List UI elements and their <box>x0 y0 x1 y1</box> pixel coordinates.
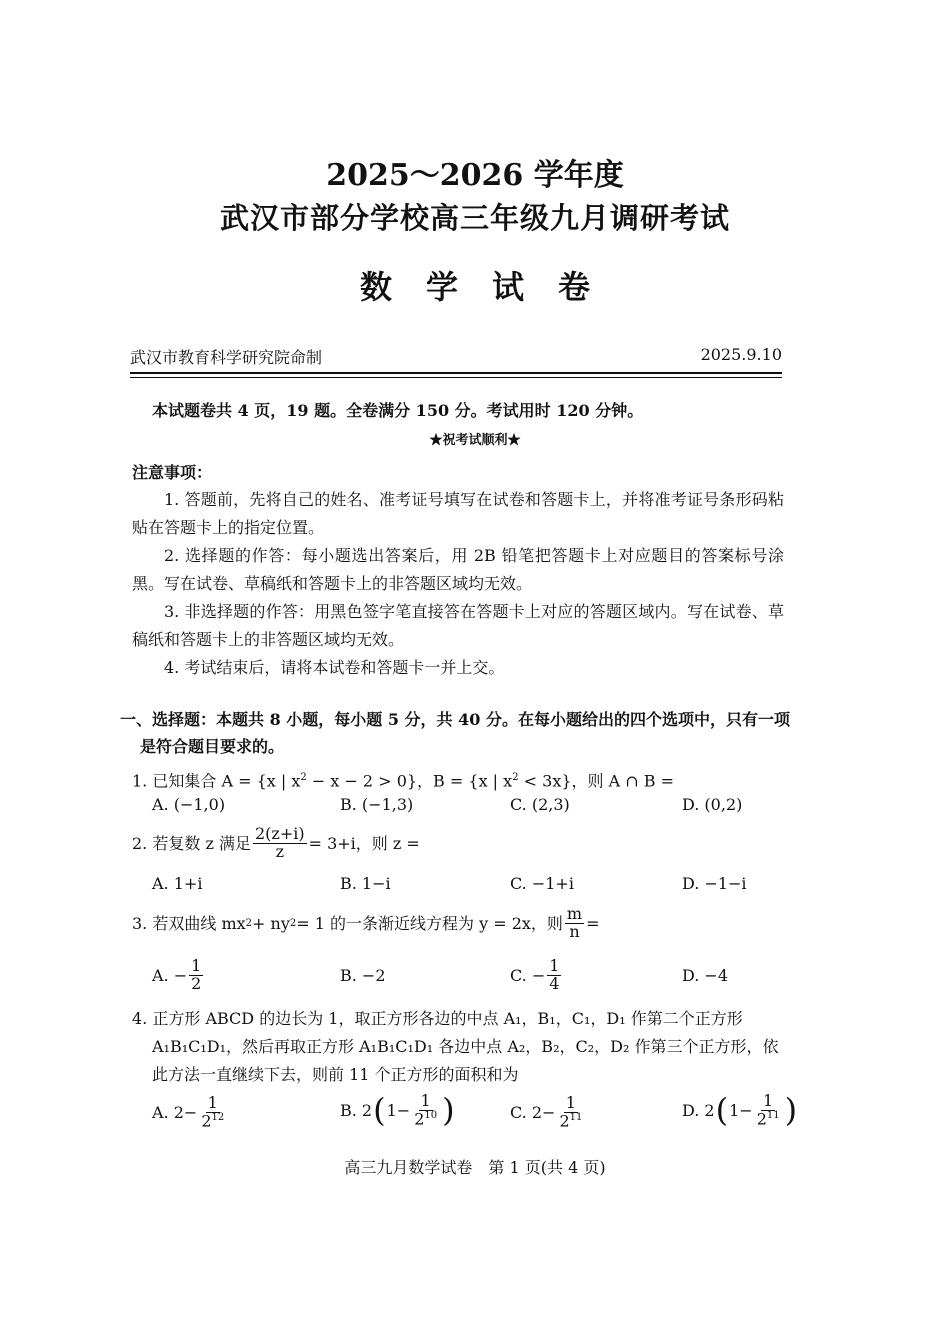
option-a[interactable]: A. 1+i <box>152 874 203 893</box>
exam-year: 2025～2026 学年度 <box>326 158 624 193</box>
option-d[interactable]: D. −1−i <box>682 874 747 893</box>
question-text: 若复数 z 满足 <box>152 833 251 853</box>
option-c[interactable]: C. −1+i <box>510 874 574 893</box>
option-b[interactable]: B. 2 ( 1− $\frac{1}{2^{10}}$ ) <box>340 1091 455 1130</box>
option-a[interactable]: A. (−1,0) <box>152 795 226 814</box>
question-tail: = 3+i，则 z = <box>308 833 420 853</box>
option-c[interactable]: C. 2− $\frac{1}{2^{11}}$ <box>510 1093 583 1131</box>
fraction: $\frac{m}{n}$ <box>566 904 583 941</box>
question-text: 若双曲线 mx <box>152 913 246 933</box>
option-c[interactable]: C. (2,3) <box>510 795 570 814</box>
option-b[interactable]: B. −2 <box>340 966 386 985</box>
question-text: 正方形 ABCD 的边长为 1，取正方形各边的中点 A₁，B₁，C₁，D₁ 作第二个正方形 A₁B₁C₁D₁，然后再取正方形 A₁B₁C₁D₁ 各边中点 A₂，B₂，C₂，D₂ 作第三个正方形，依此方法一直继续下去，则前 11 个正方形的面积和为 <box>152 1009 779 1084</box>
question-text: + ny <box>252 913 290 933</box>
question-2 <box>132 826 784 861</box>
question-text: = 1 的一条渐近线方程为 y = 2x，则 <box>296 913 563 933</box>
option-d[interactable]: D. 2 ( 1− $\frac{1}{2^{11}}$ ) <box>682 1091 798 1130</box>
page-footer: 高三九月数学试卷 第 1 页(共 4 页) <box>344 1158 606 1177</box>
set-a-rest: − x − 2 > 0} <box>306 771 418 791</box>
exam-summary: 本试题卷共 4 页，19 题。全卷满分 150 分。考试用时 120 分钟。 <box>152 401 644 420</box>
exponent: 2 <box>289 917 297 929</box>
notice-item: 4. 考试结束后，请将本试卷和答题卡一并上交。 <box>164 658 505 677</box>
notice-item: 3. 非选择题的作答：用黑色签字笔直接答在答题卡上对应的答题区域内。写在试卷、草稿纸和答题卡上的非答题区域均无效。 <box>132 602 784 649</box>
set-b-rest: < 3x} <box>518 771 572 791</box>
issuer: 武汉市教育科学研究院命制 <box>130 348 323 367</box>
exponent: 2 <box>512 772 519 783</box>
exam-subject: 数学试卷 <box>359 268 624 306</box>
question-4 <box>132 1005 784 1089</box>
exponent: 2 <box>245 917 253 929</box>
option-a[interactable]: A. 2− $\frac{1}{2^{12}}$ <box>152 1093 225 1131</box>
question-number: 2. <box>132 833 148 853</box>
fraction: $\frac{2(z+i)}{z}$ <box>254 824 305 861</box>
question-1 <box>132 764 784 794</box>
question-number: 4. <box>132 1009 148 1028</box>
question-tail: ，则 A ∩ B = <box>571 771 675 791</box>
divider-thin <box>130 377 782 378</box>
notice-item: 1. 答题前，先将自己的姓名、准考证号填写在试卷和答题卡上，并将准考证号条形码粘贴在答题卡上的指定位置。 <box>132 490 784 537</box>
question-tail: = <box>586 913 600 933</box>
option-a[interactable]: A. − $\frac{1}{2}$ <box>152 956 202 993</box>
blessing: ★祝考试顺利★ <box>429 433 521 448</box>
divider-thick <box>130 372 782 374</box>
question-number: 1. <box>132 771 148 791</box>
option-d[interactable]: D. −4 <box>682 966 729 985</box>
exam-date: 2025.9.10 <box>700 345 782 364</box>
exponent: 2 <box>300 772 307 783</box>
question-text: 已知集合 <box>152 771 222 791</box>
question-number: 3. <box>132 913 148 933</box>
notice-title: 注意事项： <box>132 463 213 482</box>
set-b: ，B = {x | x <box>417 771 513 791</box>
option-b[interactable]: B. (−1,3) <box>340 795 414 814</box>
set-a: A = {x | x <box>221 771 301 791</box>
question-3 <box>132 906 784 941</box>
option-c[interactable]: C. − $\frac{1}{4}$ <box>510 956 560 993</box>
option-d[interactable]: D. (0,2) <box>682 795 743 814</box>
notice-item: 2. 选择题的作答：每小题选出答案后，用 2B 铅笔把答题卡上对应题目的答案标号涂黑。写在试卷、草稿纸和答题卡上的非答题区域均无效。 <box>132 546 784 593</box>
option-b[interactable]: B. 1−i <box>340 874 391 893</box>
exam-title: 武汉市部分学校高三年级九月调研考试 <box>219 201 730 235</box>
section-heading: 一、选择题：本题共 8 小题，每小题 5 分，共 40 分。在每小题给出的四个选项中，只有一项是符合题目要求的。 <box>120 710 790 756</box>
